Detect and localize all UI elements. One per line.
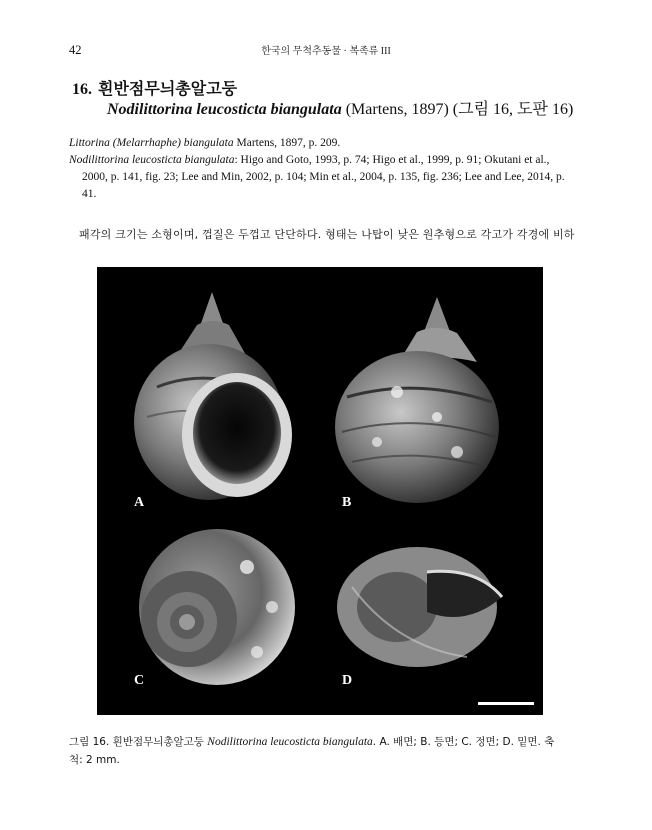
synonym-entry: [69, 135, 581, 152]
caption-line2: 척: 2 mm.: [69, 754, 120, 766]
synonym-continuation: 2000, p. 141, fig. 23; Lee and Min, 2002, p. 104; Min et al., 2004, p. 135, fig. 236; Lee and Lee, 2014, p.: [82, 171, 565, 183]
description-text: 패각의 크기는 소형이며, 껍질은 두껍고 단단하다. 형태는 나탑이 낮은 원추형으로 각고가 각경에 비하: [79, 228, 575, 241]
scale-bar: [478, 702, 534, 705]
synonym-citation: : Higo and Goto, 1993, p. 74; Higo et al., 1999, p. 91; Okutani et al.,: [234, 154, 550, 166]
caption-prefix: 그림 16. 흰반점무늬총알고둥: [69, 736, 208, 748]
panel-label-d: D: [342, 673, 353, 688]
synonym-continuation: 41.: [82, 188, 97, 200]
scientific-name-line: [107, 99, 573, 121]
korean-name: 흰반점무늬총알고둥: [98, 81, 238, 98]
synonym-citation: Martens, 1897, p. 209.: [233, 137, 341, 149]
panel-label-a: A: [134, 495, 145, 510]
synonym-name: Nodilittorina leucosticta biangulata: [69, 154, 235, 166]
shell-photographs: [97, 267, 543, 715]
synonym-entry: [69, 152, 581, 203]
shell-b-image: [335, 297, 499, 503]
species-number: 16.: [72, 81, 92, 98]
running-header: 한국의 무척추동물 · 복족류 III: [261, 46, 391, 57]
panel-label-c: C: [134, 673, 145, 688]
species-heading: [72, 79, 574, 118]
shell-d-image: [337, 547, 502, 667]
caption-scientific-name: Nodilittorina leucosticta biangulata: [207, 736, 373, 748]
page-number: 42: [69, 43, 82, 57]
figure-caption: [69, 733, 581, 769]
scientific-name: Nodilittorina leucosticta biangulata: [107, 101, 342, 118]
shell-figure: [97, 267, 543, 715]
shell-c-image: [139, 529, 295, 685]
caption-suffix: . A. 배면; B. 등면; C. 정면; D. 밑면. 축: [372, 736, 555, 748]
panel-label-b: B: [342, 495, 352, 510]
synonym-name: Littorina (Melarrhaphe) biangulata: [69, 137, 234, 149]
authority: (Martens, 1897) (그림 16, 도판 16): [345, 101, 574, 118]
shell-a-image: [134, 292, 292, 500]
